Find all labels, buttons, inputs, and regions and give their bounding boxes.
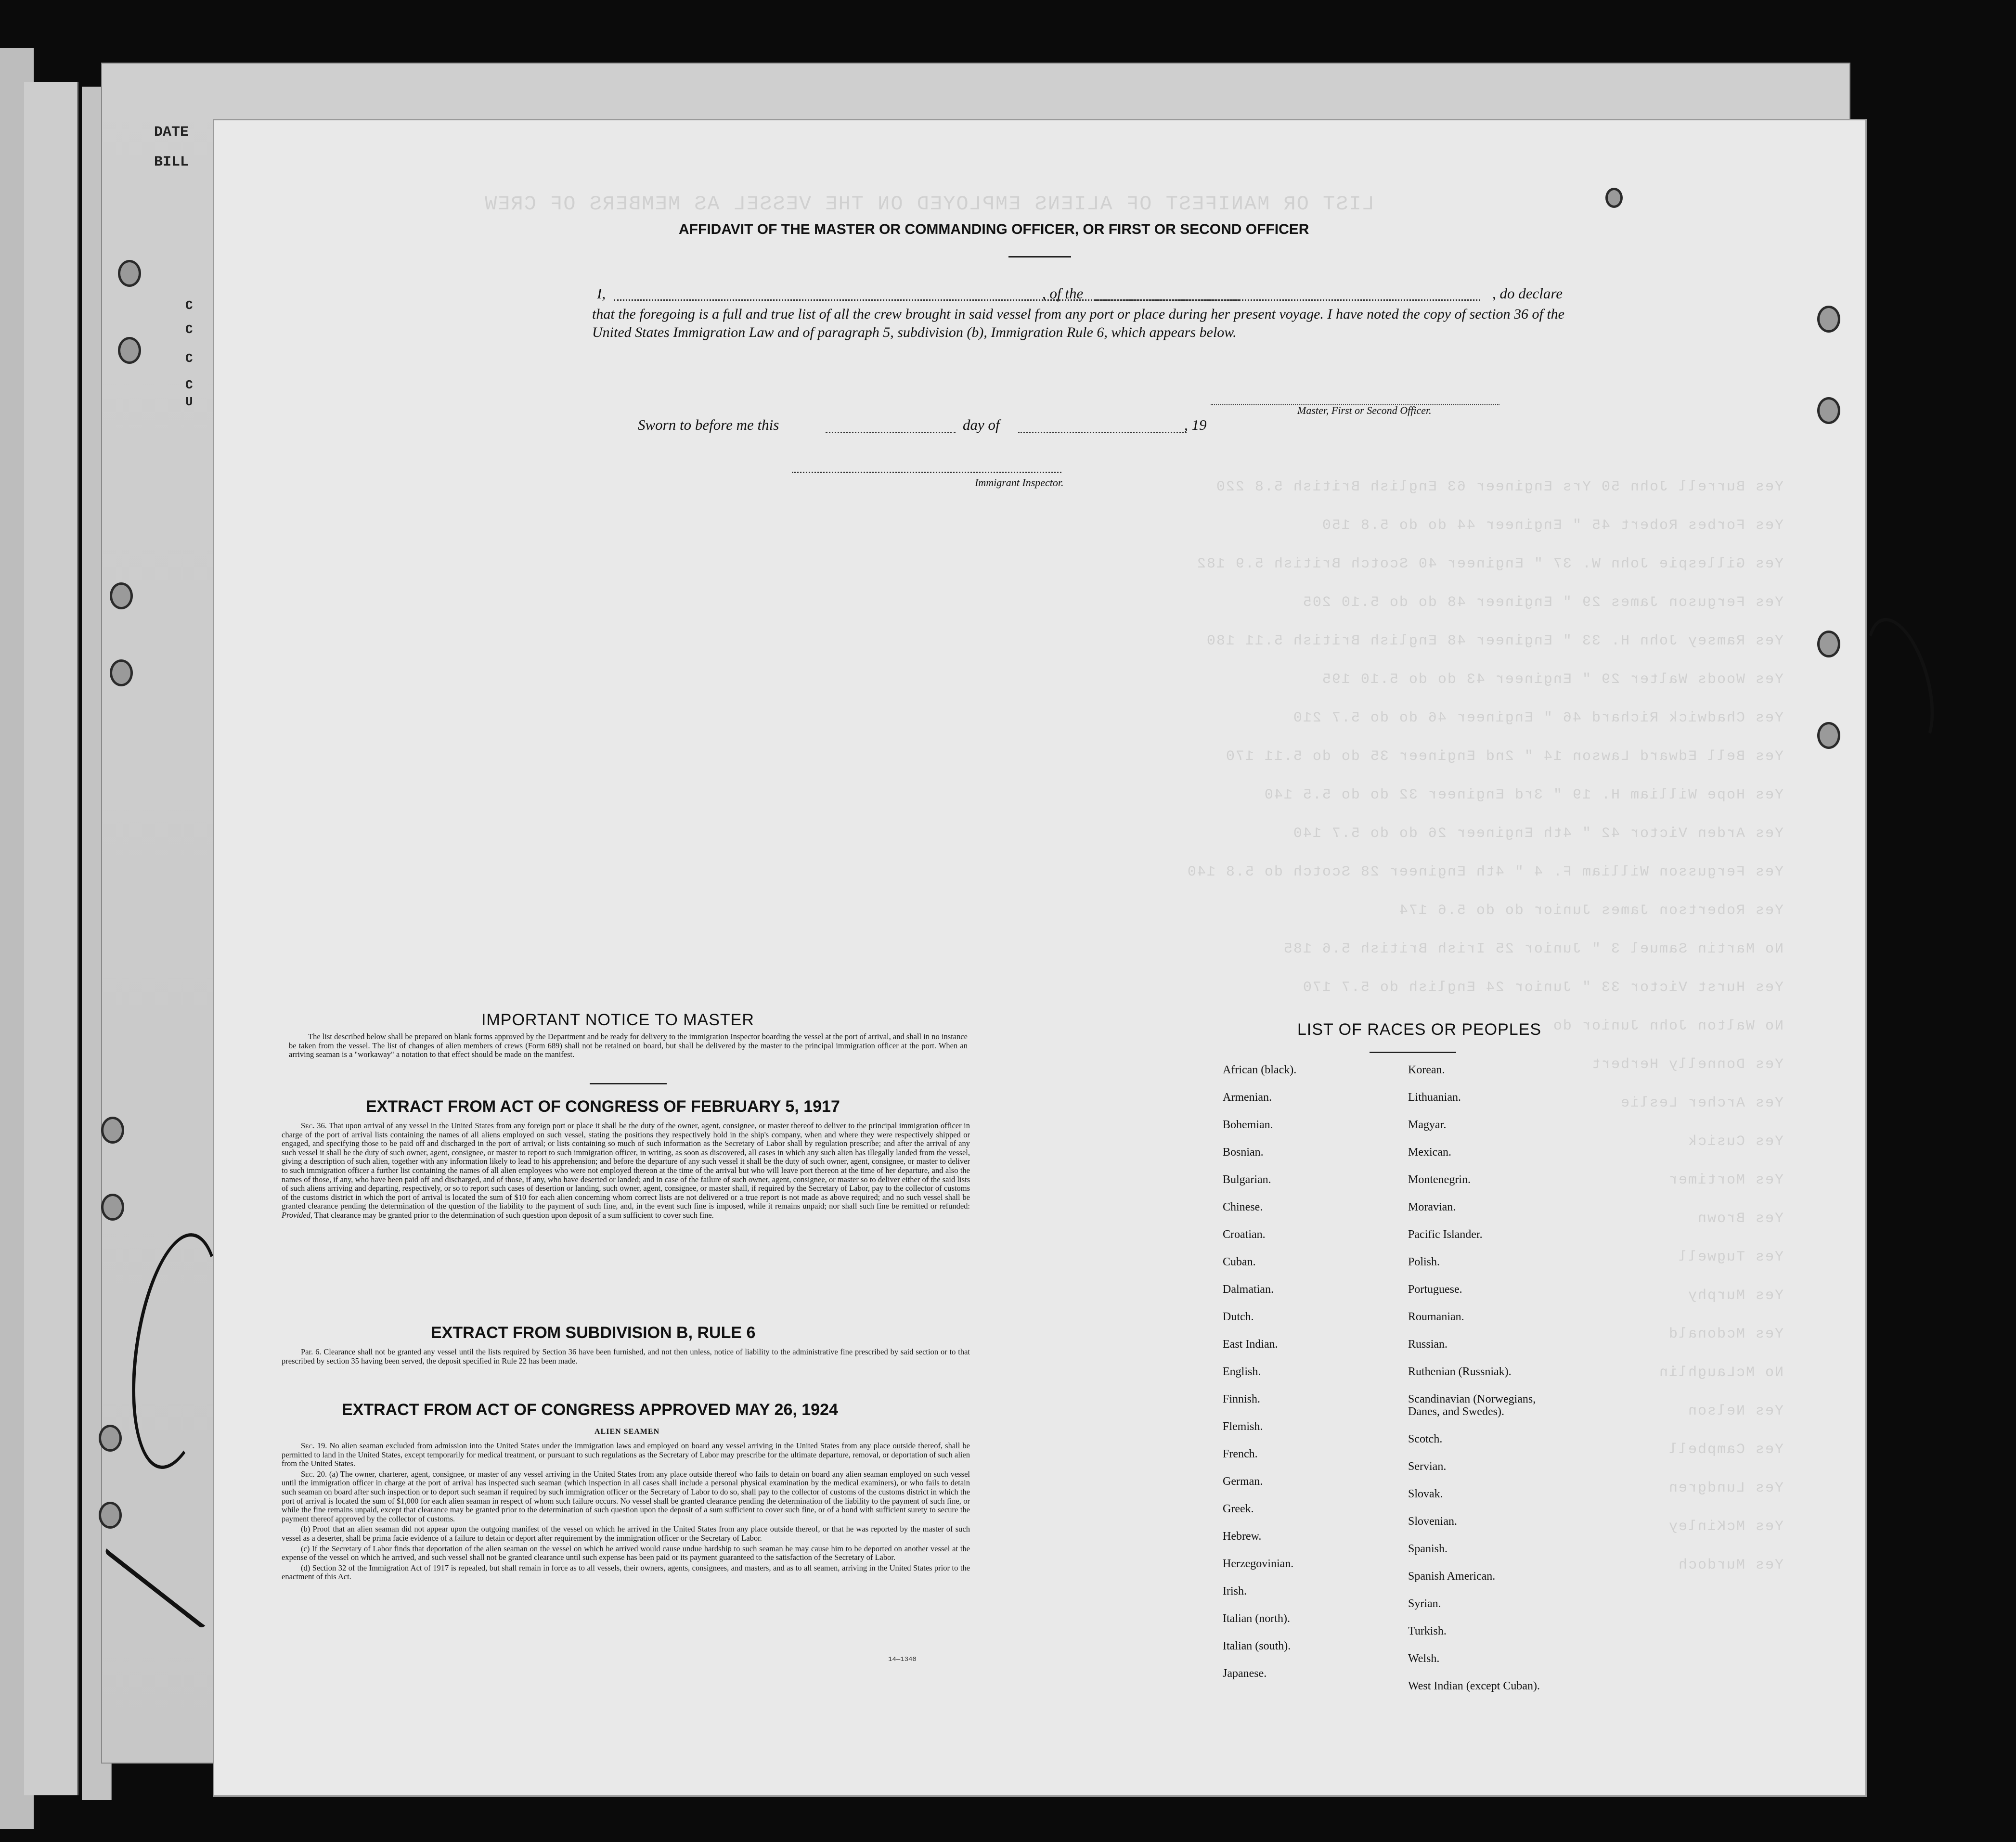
bleed-through-row: Yes Chadwick Richard 46 " Engineer 46 do do 5.7 210 bbox=[1292, 710, 1783, 726]
bleed-through-row: Yes Ramsey John H. 33 " Engineer 48 English British 5.11 180 bbox=[1205, 633, 1783, 649]
race-entry: Bosnian. bbox=[1223, 1146, 1264, 1159]
extract-1917-paragraph bbox=[282, 1121, 970, 1220]
race-entry: Herzegovinian. bbox=[1223, 1558, 1294, 1570]
race-entry: Slovenian. bbox=[1408, 1515, 1457, 1528]
bleed-through-row: Yes Campbell bbox=[1667, 1442, 1783, 1458]
punch-hole bbox=[1605, 188, 1623, 208]
race-entry: Croatian. bbox=[1223, 1228, 1266, 1241]
day-of-text: day of bbox=[963, 416, 1000, 433]
sec-36-label: Sec. 36. bbox=[301, 1121, 327, 1130]
bleed-through-row: Yes Cusick bbox=[1687, 1134, 1783, 1150]
punch-hole bbox=[110, 582, 133, 609]
bleed-through-row: Yes Ferguson James 29 " Engineer 48 do do 5.10 205 bbox=[1302, 594, 1783, 611]
race-entry: Servian. bbox=[1408, 1460, 1447, 1473]
race-entry: Spanish American. bbox=[1408, 1570, 1496, 1583]
notice-title: IMPORTANT NOTICE TO MASTER bbox=[481, 1011, 754, 1029]
bleed-through-row: Yes Woods Walter 29 " Engineer 43 do do 5.10 195 bbox=[1321, 671, 1783, 688]
race-entry: Lithuanian. bbox=[1408, 1091, 1461, 1104]
title-underline bbox=[1008, 256, 1071, 258]
punch-hole bbox=[101, 1194, 124, 1221]
race-entry: West Indian (except Cuban). bbox=[1408, 1680, 1540, 1692]
punch-hole bbox=[110, 659, 133, 686]
strip-letter: C bbox=[185, 298, 193, 313]
under-label-bill: BILL bbox=[154, 154, 189, 170]
strip-letter: C bbox=[185, 322, 193, 337]
race-entry: Bulgarian. bbox=[1223, 1173, 1271, 1186]
alien-seamen-subtitle: ALIEN SEAMEN bbox=[594, 1428, 660, 1436]
sec-20c-paragraph: (c) If the Secretary of Labor finds that deportation of the alien seaman on the vessel on which he arrived would cause undue hardship to such seaman he may cause him to be deported on another vessel at the expense of the vessel on which he arrived, and such vessel shall not be granted clearance until such expense has been paid or its payment guaranteed to the satisfaction of the Secretary of Labor. bbox=[282, 1544, 970, 1562]
race-entry: Portuguese. bbox=[1408, 1283, 1462, 1296]
proviso-word: Provided, bbox=[282, 1210, 312, 1220]
race-entry: German. bbox=[1223, 1475, 1263, 1488]
bleed-through-row: Yes Donnelly Herbert bbox=[1590, 1056, 1783, 1073]
affidavit-line1-mid: , of the bbox=[1042, 285, 1084, 302]
bleed-through-row: Yes McKinley bbox=[1667, 1519, 1783, 1535]
bleed-through-row: Yes Murphy bbox=[1687, 1288, 1783, 1304]
bleed-through-row: Yes Hurst Victor 33 " Junior 24 English do 5.7 170 bbox=[1302, 979, 1783, 996]
bleed-through-row: Yes Gillespie John W. 37 " Engineer 40 Scotch British 5.9 182 bbox=[1196, 556, 1783, 572]
under-label-date: DATE bbox=[154, 124, 189, 141]
bleed-through-row: Yes Forbes Robert 45 " Engineer 44 do do 5.8 150 bbox=[1321, 517, 1783, 534]
race-entry: Moravian. bbox=[1408, 1201, 1456, 1213]
year-text: , 19 bbox=[1184, 416, 1207, 433]
race-entry: Danes, and Swedes). bbox=[1408, 1405, 1504, 1418]
bleed-through-row: Yes Nelson bbox=[1687, 1403, 1783, 1419]
strip-letter: C bbox=[185, 378, 193, 392]
bleed-through-row: Yes Bell Edward Lawson 14 " 2nd Engineer 35 do do 5.11 170 bbox=[1225, 748, 1783, 765]
extract-1917-text bbox=[282, 1121, 970, 1222]
race-entry: Irish. bbox=[1223, 1585, 1247, 1597]
race-entry: Russian. bbox=[1408, 1338, 1448, 1351]
rule6-title: EXTRACT FROM SUBDIVISION B, RULE 6 bbox=[431, 1324, 756, 1342]
bleed-through-row: Yes Mortimer bbox=[1667, 1172, 1783, 1188]
punch-hole bbox=[1817, 631, 1840, 657]
races-underline bbox=[1370, 1052, 1456, 1053]
race-entry: Welsh. bbox=[1408, 1652, 1440, 1665]
race-entry: Bohemian. bbox=[1223, 1119, 1273, 1131]
punch-hole bbox=[99, 1425, 122, 1452]
bleed-through-row: Yes Fergusson William F. 4 " 4th Engineer 28 Scotch do 5.8 140 bbox=[1186, 864, 1783, 880]
sec-20a-text: (a) The owner, charterer, agent, consignee, or master of any vessel arriving in the United States from any place outside thereof who fails to detain on board any alien seaman employed on such vessel until the immigration officer in charge at the port of arrival has inspected such seaman (which inspection in all cases shall include a personal physical examination by the medical examiners), or who fails to detain such seaman on board after such inspection or to deport such seaman if required by such immigration officer or the Secretary of Labor to do so, shall pay to the collector of customs of the customs district in which the port of arrival is located the sum of $1,000 for each alien seaman in respect of whom such failure occurs. No vessel shall be granted clearance pending the determination of the liability to the payment of such fine, or while the fine remains unpaid, except that clearance may be granted prior to the determination of such question upon the deposit of a sum sufficient to cover such fine, or of a bond with sufficient surety to secure the payment thereof approved by the collector of customs. bbox=[282, 1469, 970, 1523]
punch-hole bbox=[99, 1502, 122, 1529]
affidavit-body: that the foregoing is a full and true list of all the crew brought in said vessel from any port or place during her present voyage. I have noted the copy of section 36 of the United States Immigration Law and of paragraph 5, subdivision (b), Immigration Rule 6, which appears below. bbox=[592, 306, 1564, 340]
race-entry: Scandinavian (Norwegians, bbox=[1408, 1393, 1536, 1405]
left-card-strip bbox=[24, 82, 78, 1795]
race-entry: English. bbox=[1223, 1365, 1261, 1378]
race-entry: French. bbox=[1223, 1448, 1258, 1460]
race-entry: Turkish. bbox=[1408, 1625, 1447, 1637]
notice-text bbox=[289, 1032, 968, 1061]
punch-hole bbox=[1817, 397, 1840, 424]
inspector-line bbox=[792, 472, 1061, 473]
sec-20-label: Sec. 20. bbox=[301, 1469, 327, 1479]
race-entry: East Indian. bbox=[1223, 1338, 1278, 1351]
extract-1917-title: EXTRACT FROM ACT OF CONGRESS OF FEBRUARY 5, 1917 bbox=[366, 1097, 840, 1116]
race-entry: Montenegrin. bbox=[1408, 1173, 1471, 1186]
race-entry: Syrian. bbox=[1408, 1597, 1441, 1610]
bleed-through-row: Yes Murdoch bbox=[1677, 1557, 1783, 1573]
race-entry: Italian (north). bbox=[1223, 1612, 1290, 1625]
race-entry: Magyar. bbox=[1408, 1119, 1447, 1131]
sec-20b-paragraph: (b) Proof that an alien seaman did not appear upon the outgoing manifest of the vessel on which he arrived in the United States from any place outside thereof, or that he was reported by the master of such vessel as a deserter, shall be prima facie evidence of a failure to detain or deport after requirement by the immigration officer or the Secretary of Labor. bbox=[282, 1524, 970, 1543]
race-entry: Pacific Islander. bbox=[1408, 1228, 1483, 1241]
race-entry: Dalmatian. bbox=[1223, 1283, 1274, 1296]
punch-hole bbox=[1817, 306, 1840, 333]
sec-20a-paragraph bbox=[282, 1470, 970, 1524]
extract-1924-title: EXTRACT FROM ACT OF CONGRESS APPROVED MAY 26, 1924 bbox=[342, 1401, 838, 1419]
punch-hole bbox=[1817, 722, 1840, 749]
race-entry: Mexican. bbox=[1408, 1146, 1451, 1159]
sec-19-text: No alien seaman excluded from admission into the United States under the immigration laws and employed on board any vessel arriving in the United States from any place outside thereof, shall be permitted to land in the United States, except temporarily for medical treatment, or pursuant to such regulations as the Secretary of Labor may prescribe for the ultimate departure, removal, or deportation of such alien from the United States. bbox=[282, 1441, 970, 1468]
rule6-text bbox=[282, 1348, 970, 1367]
affidavit-title: AFFIDAVIT OF THE MASTER OR COMMANDING OFFICER, OR FIRST OR SECOND OFFICER bbox=[679, 221, 1309, 237]
bleed-through-row: Yes Lundgren bbox=[1667, 1480, 1783, 1496]
bleed-through-row: Yes Brown bbox=[1696, 1211, 1783, 1227]
strip-letter: U bbox=[185, 395, 193, 409]
race-entry: Korean. bbox=[1408, 1064, 1445, 1076]
notice-rule bbox=[590, 1083, 667, 1084]
bleed-through-row: No McLaughlin bbox=[1658, 1365, 1783, 1381]
race-entry: Armenian. bbox=[1223, 1091, 1272, 1104]
race-entry: Hebrew. bbox=[1223, 1530, 1262, 1543]
form-number: 14—1340 bbox=[888, 1656, 917, 1663]
strip-letter: C bbox=[185, 351, 193, 366]
bleed-through-row: Yes Mcdonald bbox=[1667, 1326, 1783, 1342]
race-entry: Finnish. bbox=[1223, 1393, 1261, 1405]
race-entry: Polish. bbox=[1408, 1256, 1440, 1268]
race-entry: Roumanian. bbox=[1408, 1311, 1464, 1323]
race-entry: Slovak. bbox=[1408, 1488, 1443, 1500]
race-entry: Ruthenian (Russniak). bbox=[1408, 1365, 1512, 1378]
bleed-through-row: Yes Hope William H. 19 " 3rd Engineer 32 do do 5.5 140 bbox=[1263, 787, 1783, 803]
race-entry: African (black). bbox=[1223, 1064, 1297, 1076]
race-entry: Cuban. bbox=[1223, 1256, 1256, 1268]
bleed-through-row: Yes Archer Leslie bbox=[1619, 1095, 1783, 1111]
inspector-label: Immigrant Inspector. bbox=[975, 477, 1064, 489]
sec-19-label: Sec. 19. bbox=[301, 1441, 327, 1450]
bleed-through-header: LIST OR MANIFEST OF ALIENS EMPLOYED ON THE VESSEL AS MEMBERS OF CREW bbox=[484, 193, 1374, 216]
proviso-text: That clearance may be granted prior to the determination of such question upon deposit of a sum sufficient to cover such fine. bbox=[314, 1210, 714, 1220]
affidavit-line1-end: , do declare bbox=[1492, 285, 1563, 302]
races-title: LIST OF RACES OR PEOPLES bbox=[1297, 1020, 1542, 1039]
race-entry: Flemish. bbox=[1223, 1420, 1263, 1433]
race-entry: Chinese. bbox=[1223, 1201, 1263, 1213]
rule6-paragraph: Par. 6. Clearance shall not be granted any vessel until the lists required by Section 36 have been furnished, and not then unless, notice of liability to the administrative fine prescribed by said section or to that prescribed by section 35 having been served, the deposit specified in Rule 22 has been made. bbox=[282, 1347, 970, 1365]
race-entry: Scotch. bbox=[1408, 1433, 1443, 1445]
extract-1924-text bbox=[282, 1442, 970, 1583]
sec-20d-paragraph: (d) Section 32 of the Immigration Act of 1917 is repealed, but shall remain in force as to all vessels, their owners, agents, consignees, and masters, and as to all seamen, arriving in the United States prior to the enactment of this Act. bbox=[282, 1563, 970, 1582]
race-entry: Spanish. bbox=[1408, 1543, 1448, 1555]
bleed-through-row: Yes Arden Victor 42 " 4th Engineer 26 do do 5.7 140 bbox=[1292, 825, 1783, 842]
notice-paragraph: The list described below shall be prepared on blank forms approved by the Department and be ready for delivery to the immigration Inspector boarding the vessel at the port of arrival, and shall in no instance be taken from the vessel. The list of changes of alien members of crews (Form 689) shall not be retained on board, but shall be delivered by the master to the principal immigration officer at the port. When an arriving seaman is a "workaway" a notation to that effect should be made on the manifest. bbox=[289, 1032, 968, 1059]
punch-hole bbox=[118, 337, 141, 364]
handwritten-mark bbox=[1853, 611, 1946, 758]
punch-hole bbox=[101, 1117, 124, 1144]
sworn-month-blank bbox=[1018, 432, 1187, 433]
sec-36-text: That upon arrival of any vessel in the United States from any foreign port or place it shall be the duty of the owner, agent, consignee, or master thereof to deliver to the principal immigration officer in charge of the port of arrival lists containing the names of all aliens employed on such vessel, stating the positions they respectively hold in the ship's company, when and where they were respectively shipped or engaged, and specifying those to be paid off and discharged in the port of arrival; or lists containing so much of such information as the Secretary of Labor shall by regulation prescribe; and after the arrival of any such vessel it shall be the duty of such owner, agent, consignee, or master to report to such immigration officer, in writing, as soon as discovered, all cases in which any such alien has illegally landed from the vessel, giving a description of such alien, together with any information likely to lead to his apprehension; and before the departure of any such vessel it shall be the duty of such owner, agent, consignee, or master to deliver to such immigration officer a further list containing the names of all alien employees who were not employed thereon at the time of the arrival but who will leave port thereon at the time of her departure, and also the names of those, if any, who have been paid off and discharged, and of those, if any, who have deserted or landed; and in case of the failure of such owner, agent, consignee, or master so to deliver either of the said lists of such aliens arriving and departing, respectively, or so to report such cases of desertion or landing, such owner, agent, consignee, or master shall, if required by the Secretary of Labor, pay to the collector of customs of the customs district in which the port of arrival is located the sum of $10 for each alien concerning whom correct lists are not delivered or a true report is not made as above required; and no such vessel shall be granted clearance pending the determination of the question of the liability to the payment of such fine, and, in the event such fine is imposed, while it remains unpaid; nor shall such fine be remitted or refunded: bbox=[282, 1121, 970, 1211]
signature-label: Master, First or Second Officer. bbox=[1297, 404, 1432, 416]
manifest-page bbox=[214, 120, 1865, 1795]
race-entry: Dutch. bbox=[1223, 1311, 1254, 1323]
race-entry: Greek. bbox=[1223, 1503, 1254, 1515]
sworn-text: Sworn to before me this bbox=[638, 416, 779, 433]
punch-hole bbox=[118, 260, 141, 287]
race-entry: Japanese. bbox=[1223, 1667, 1267, 1680]
vessel-blank bbox=[1095, 299, 1480, 301]
bleed-through-row: Yes Burrell John 50 Yrs Engineer 63 English British 5.8 220 bbox=[1215, 479, 1783, 495]
bleed-through-row: Yes Robertson James Junior do do 5.6 174 bbox=[1398, 902, 1783, 919]
sworn-day-blank bbox=[826, 432, 956, 433]
affidavit-line1-start: I, bbox=[597, 285, 606, 302]
bleed-through-row: No Walton John Junior do bbox=[1552, 1018, 1783, 1034]
sec-19-paragraph bbox=[282, 1442, 970, 1468]
bleed-through-row: Yes Tugwell bbox=[1677, 1249, 1783, 1265]
race-entry: Italian (south). bbox=[1223, 1640, 1291, 1652]
bleed-through-row: No Martin Samuel 3 " Junior 25 Irish British 5.6 185 bbox=[1282, 941, 1783, 957]
